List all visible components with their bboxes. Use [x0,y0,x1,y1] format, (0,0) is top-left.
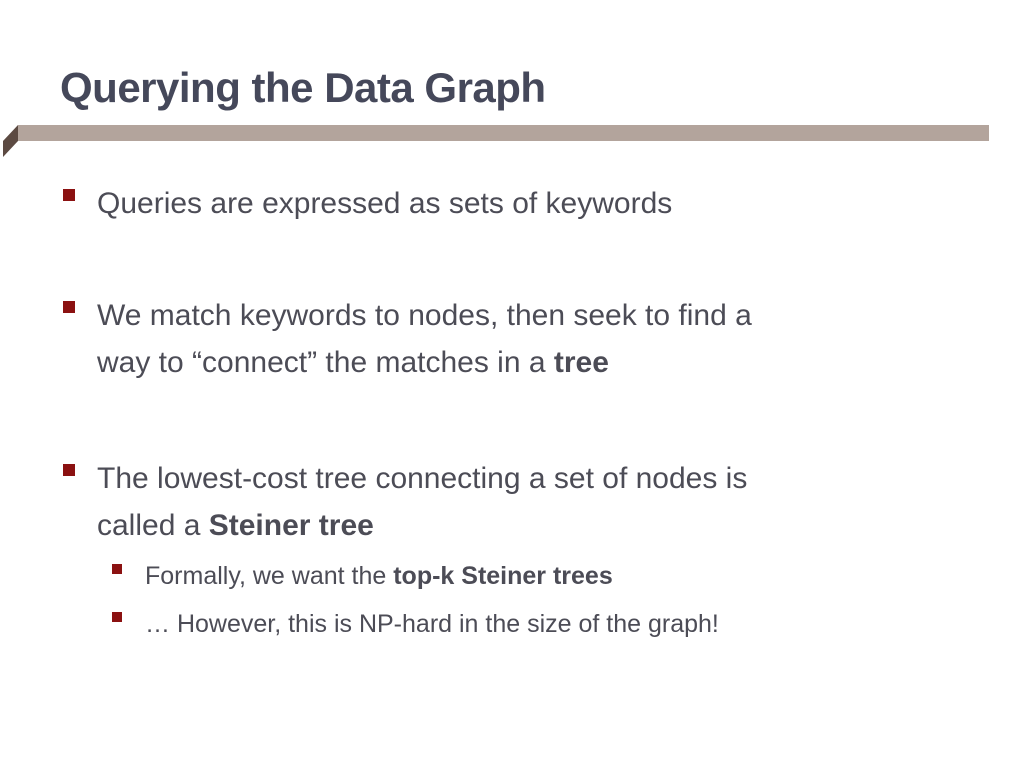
bullet-text-segment: called a [97,509,209,542]
sub-bullet-item [63,604,963,644]
bullet-text-segment: … However, this is NP-hard in the size of the graph! [145,610,719,638]
bullet-text-bold-segment: Steiner tree [208,509,374,542]
bullet-text [145,556,613,596]
bullet-square-icon [112,612,122,622]
sub-bullet-item [63,556,963,596]
bullet-item [63,180,963,227]
bullet-text [97,455,747,549]
bullet-square-icon [63,464,75,476]
bullet-square-icon [63,301,75,313]
bullet-text [97,180,672,227]
bullet-text [97,292,752,386]
bullet-text-bold-segment: top-k Steiner trees [393,562,613,590]
underline-bar-fold-icon [3,125,18,157]
bullet-text-segment: We match keywords to nodes, then seek to find a [97,299,752,332]
bullet-square-icon [63,189,75,201]
bullet-text-segment: The lowest-cost tree connecting a set of nodes is [97,462,748,495]
bullet-list [63,180,963,644]
bullet-item [63,455,963,549]
underline-bar-rect [18,125,989,141]
bullet-square-icon [112,564,122,574]
bullet-text-segment: Queries are expressed as sets of keywords [97,187,673,220]
bullet-text [145,604,719,644]
bullet-text-bold-segment: tree [553,346,609,379]
bullet-text-segment: way to “connect” the matches in a [97,346,554,379]
bullet-text-segment: Formally, we want the [145,562,394,590]
slide-title: Querying the Data Graph [60,64,546,111]
bullet-item [63,292,963,386]
title-underline-bar [0,120,1024,165]
